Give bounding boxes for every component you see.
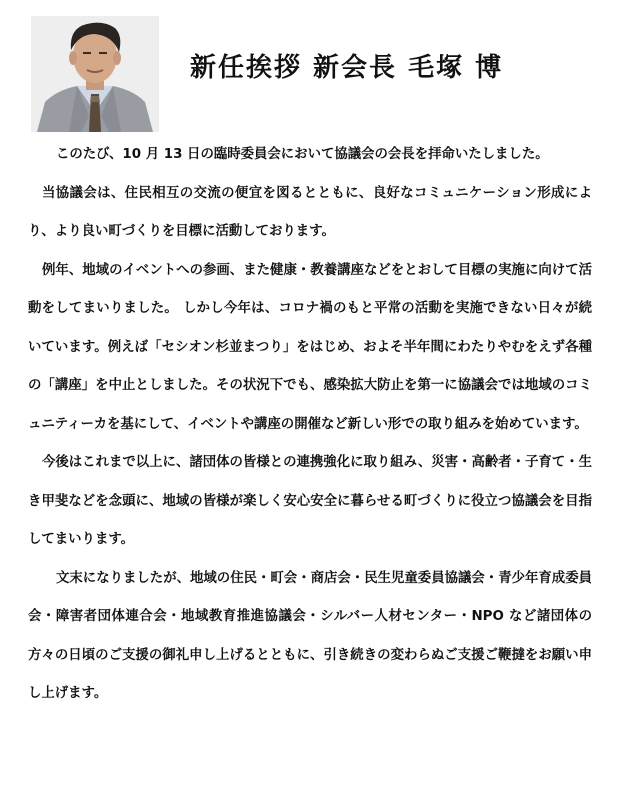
header [0, 0, 618, 140]
paragraph-closing: 文末になりましたが、地域の住民・町会・商店会・民生児童委員協議会・青少年育成委員会・障害者団体連合会・地域教育推進協議会・シルバー人材センター・NPO など諸団体の方々の日頃のご支援の御礼申し上げるとともに、引き続きの変わらぬご支援ご鞭撻をお願い申し上げます。 [28, 570, 592, 701]
paragraph-future: 今後はこれまで以上に、諸団体の皆様との連携強化に取り組み、災害・高齢者・子育て・生き甲斐などを念頭に、地域の皆様が楽しく安心安全に暮らせる町づくりに役立つ協議会を目指してまいります。 [28, 455, 592, 547]
paragraph-purpose: 当協議会は、住民相互の交流の便宜を図るとともに、良好なコミュニケーション形成により、より良い町づくりを目標に活動しております。 [28, 185, 592, 239]
paragraph-activities: 例年、地域のイベントへの参画、また健康・教養講座などをとおして目標の実施に向けて活動をしてまいりました。 しかし今年は、コロナ禍のもと平常の活動を実施できない日々が続いています。例えば「セシオン杉並まつり」をはじめ、およそ半年間にわたりやむをえず各種の「講座」を中止としました。その状況下でも、感染拡大防止を第一に協議会では地域のコミュニティーカを基にして、イベントや講座の開催など新しい形での取り組みを始めています。 [28, 262, 592, 432]
paragraph-appointment: このたび、10 月 13 日の臨時委員会において協議会の会長を拝命いたしました。 [56, 147, 549, 162]
portrait-photo [31, 16, 159, 132]
page-title: 新任挨拶 新会長 毛塚 博 [190, 53, 504, 83]
greeting-body [28, 136, 592, 714]
